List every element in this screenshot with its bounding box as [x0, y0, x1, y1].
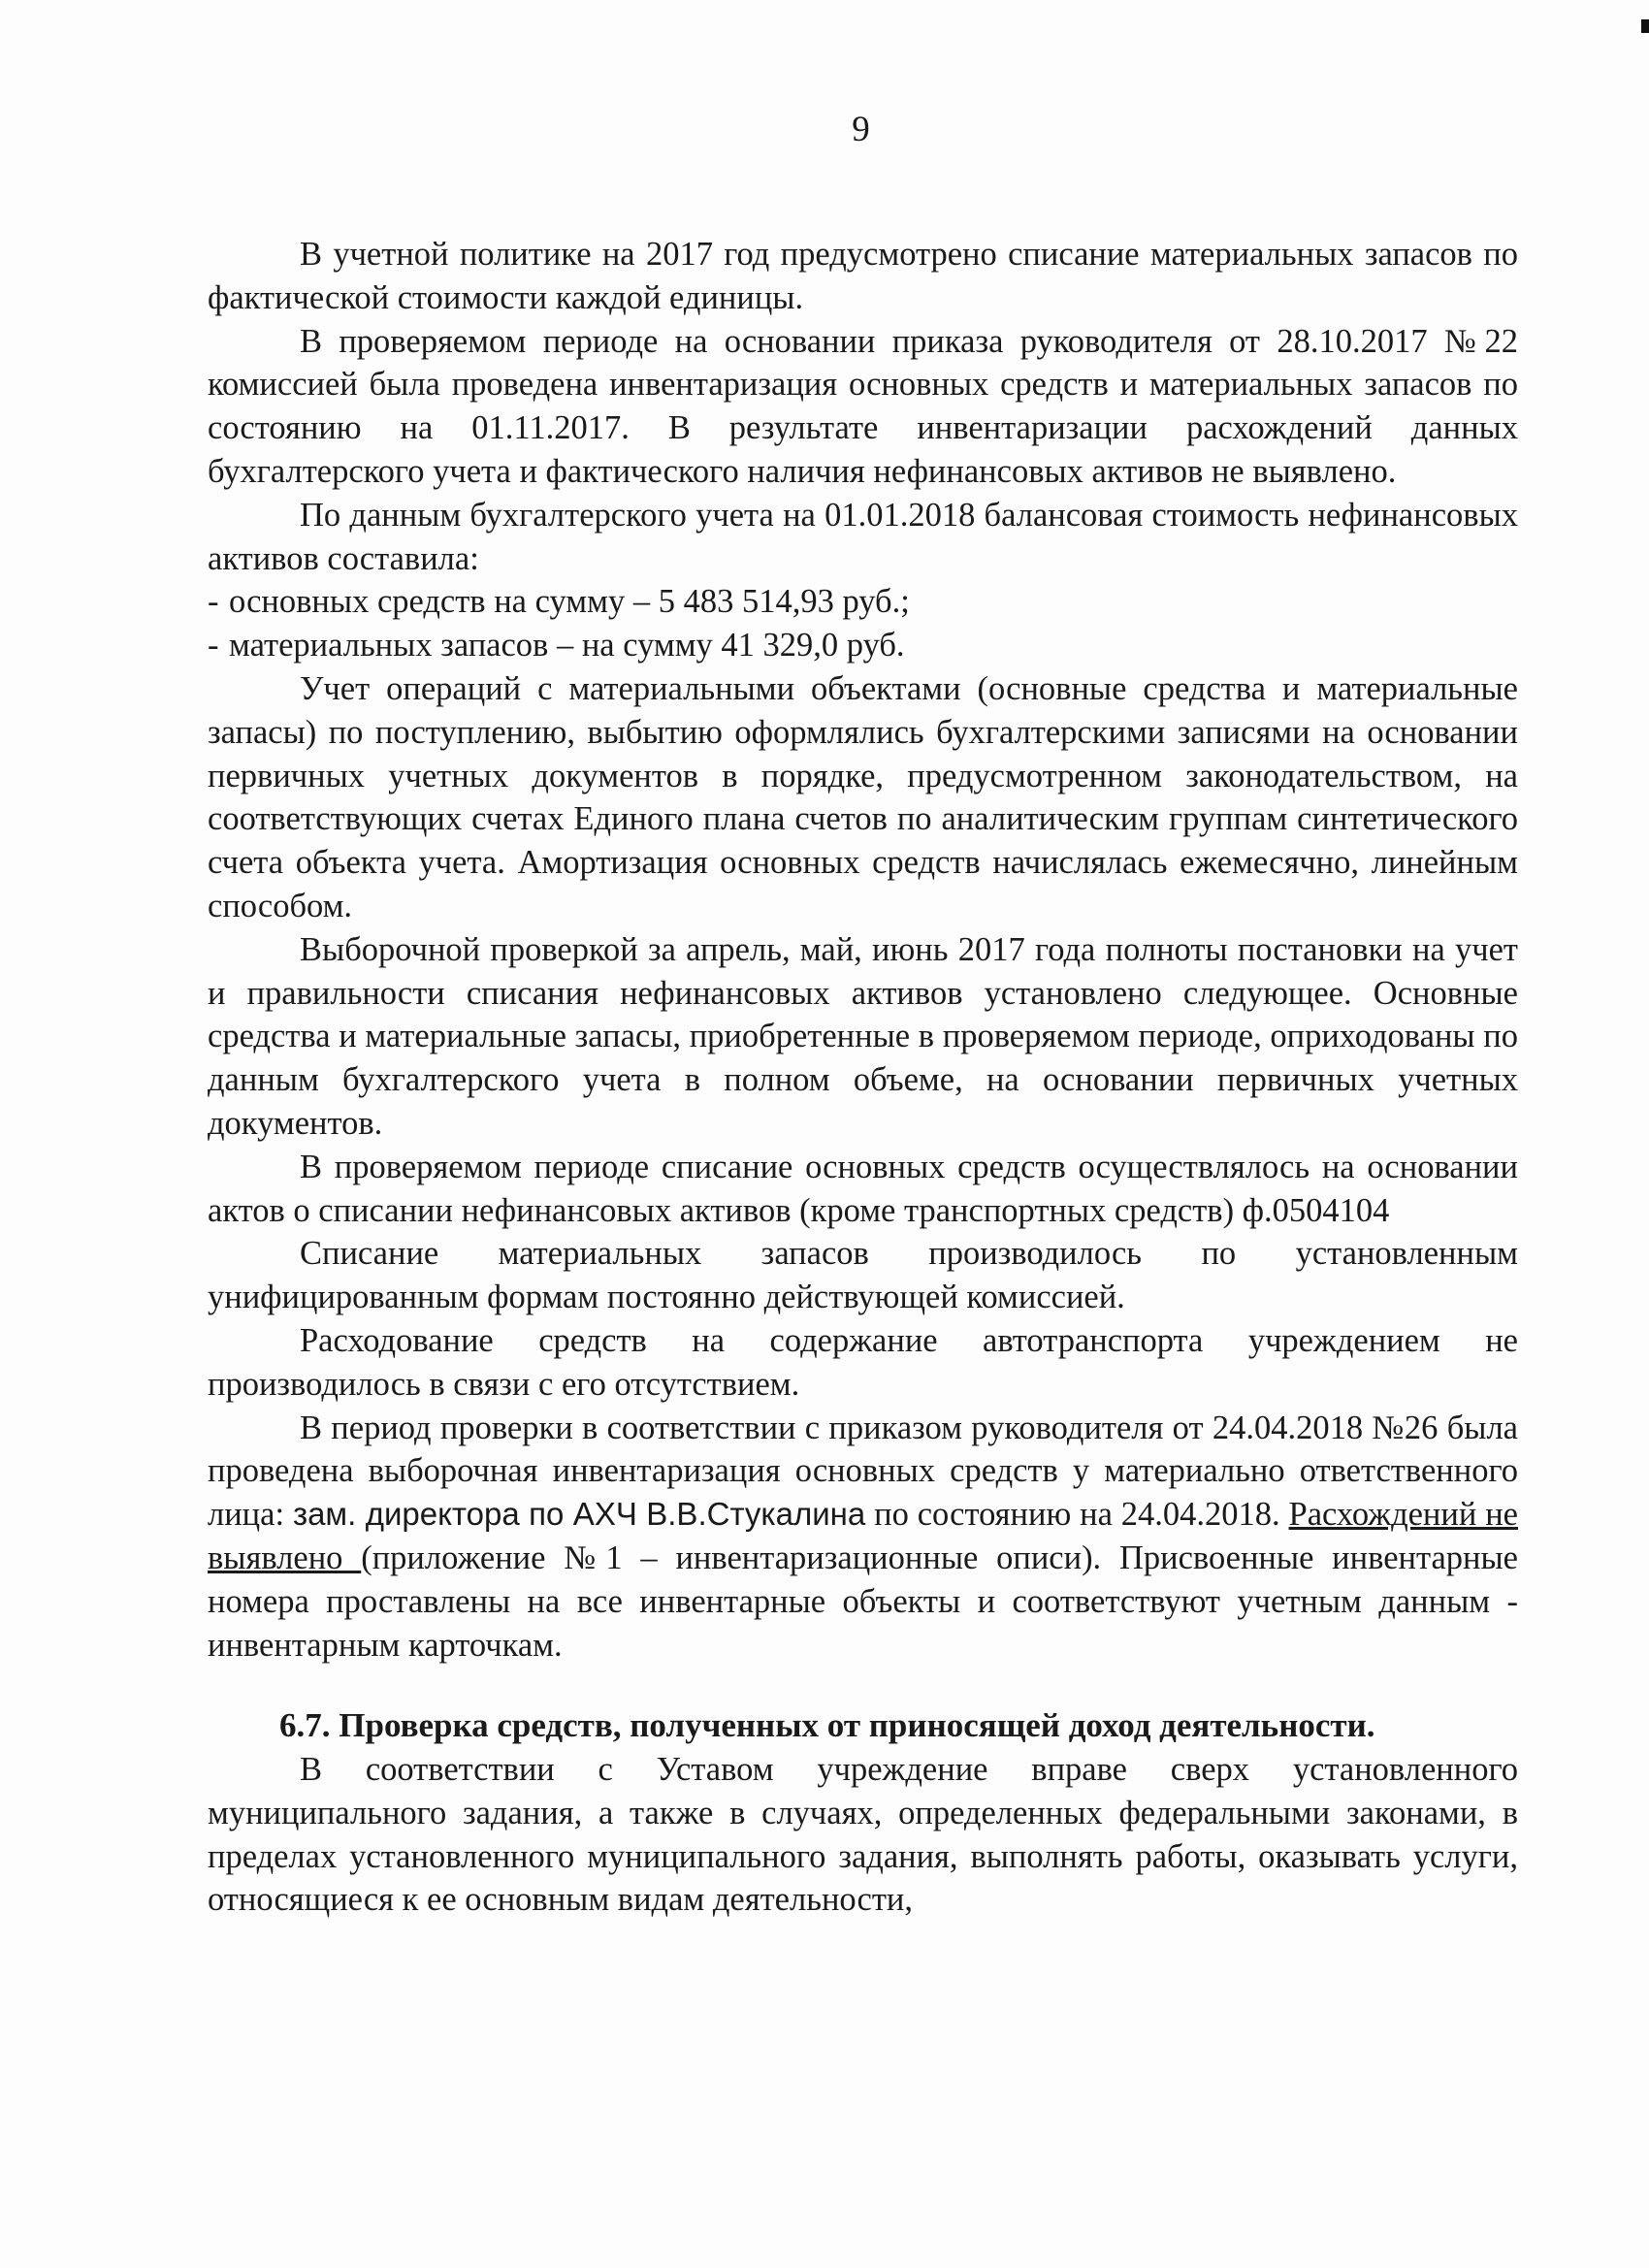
list-item-text: основных средств на сумму – 5 483 514,93 руб.;: [229, 583, 910, 621]
list-item-text: материальных запасов – на сумму 41 329,0 руб.: [229, 627, 905, 664]
paragraph-balance-value: По данным бухгалтерского учета на 01.01.2018 балансовая стоимость нефинансовых активов составила:: [208, 496, 1518, 577]
list-item-fixed-assets: [208, 580, 1518, 624]
paragraph-inventory-2017: В проверяемом периоде на основании приказа руководителя от 28.10.2017 №22 комиссией была проведена инвентаризация основных средств и материальных запасов по состоянию на 01.11.2017. В результате инвентаризации расхождений данных бухгалтерского учета и фактического наличия нефинансовых активов не выявлено.: [208, 322, 1518, 490]
page-number: 9: [852, 110, 870, 149]
paragraph-sample-check: Выборочной проверкой за апрель, май, июнь 2017 года полноты постановки на учет и правильности списания нефинансовых активов установлено следующее. Основные средства и материальные запасы, приобретенные в проверяемом периоде, оприходованы по данным бухгалтерского учета в полном объеме, на основании первичных учетных документов.: [208, 930, 1518, 1142]
scan-edge-mark: [1641, 19, 1649, 33]
paragraph-charter-income: В соответствии с Уставом учреждение вправе сверх установленного муниципального задания, а также в случаях, определенных федеральными законами, в пределах установленного муниципального задания, выполнять работы, оказывать услуги, относящиеся к ее основным видам деятельности,: [208, 1751, 1518, 1919]
paragraph-vehicle-expenses: Расходование средств на содержание автотранспорта учреждением не производилось в связи с его отсутствием.: [208, 1321, 1518, 1403]
section-heading: 6.7. Проверка средств, полученных от приносящей доход деятельности.: [279, 1706, 1375, 1745]
paragraph-part: В период проверки в соответствии с приказом руководителя от 24.04.2018 №26 была проведена выборочная инвентаризация основных средств у материально ответственного лица:: [208, 1409, 1518, 1534]
paragraph-write-off-materials: Списание материальных запасов производилось по установленным унифицированным формам постоянно действующей комиссией.: [208, 1235, 1518, 1316]
paragraph-inventory-2018: [208, 1407, 1518, 1668]
document-body: [208, 233, 1518, 1922]
paragraph-part: (приложение №1 – инвентаризационные описи). Присвоенные инвентарные номера проставлены на все инвентарные объекты и соответствуют учетным данным - инвентарным карточкам.: [208, 1539, 1518, 1664]
list-item-material-stocks: [208, 624, 1518, 667]
no-discrepancies-underlined: Расхождений не выявлено: [208, 1496, 1518, 1576]
paragraph-write-off-fixed-assets: В проверяемом периоде списание основных средств осуществлялось на основании актов о списании нефинансовых активов (кроме транспортных средств) ф.0504104: [208, 1148, 1518, 1229]
paragraph-part: по состоянию на 24.04.2018.: [865, 1496, 1289, 1534]
responsible-person: зам. директора по АХЧ В.В.Стукалина: [292, 1496, 866, 1533]
paragraph-accounting-policy: В учетной политике на 2017 год предусмотрено списание материальных запасов по фактической стоимости каждой единицы.: [208, 236, 1518, 316]
paragraph-accounting-operations: Учет операций с материальными объектами (основные средства и материальные запасы) по поступлению, выбытию оформлялись бухгалтерскими записями на основании первичных учетных документов в порядке, предусмотренном законодательством, на соответствующих счетах Единого плана счетов по аналитическим группам синтетического счета объекта учета. Амортизация основных средств начислялась ежемесячно, линейным способом.: [208, 669, 1518, 924]
list-dash: -: [208, 583, 219, 621]
list-dash: -: [208, 627, 219, 664]
